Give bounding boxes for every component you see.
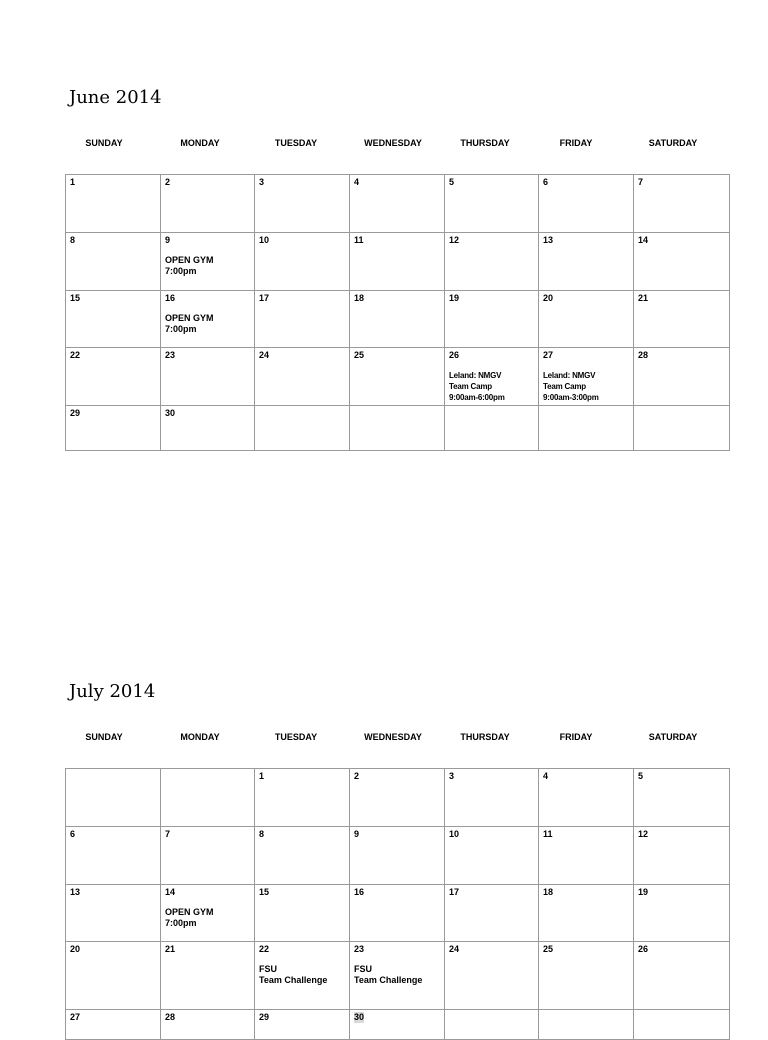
day-cell [66,885,161,942]
day-cell [161,942,255,1010]
day-cell [161,175,255,233]
day-number: 20 [543,293,554,303]
weekday-thursday: THURSDAY [460,138,510,148]
day-number: 19 [449,293,460,303]
day-number: 8 [70,235,76,245]
day-cell [255,885,350,942]
day-cell [66,1010,161,1040]
day-cell [255,942,350,1010]
day-number: 14 [165,887,176,897]
day-cell [445,291,539,348]
july-calendar-grid [65,768,730,1040]
day-number: 12 [638,829,649,839]
day-number: 19 [638,887,649,897]
day-cell [161,406,255,451]
day-cell [350,1010,445,1040]
day-number: 1 [259,771,265,781]
day-cell [634,348,730,406]
day-cell [634,885,730,942]
day-cell [539,348,634,406]
day-number: 27 [70,1012,81,1022]
weekday-wednesday: WEDNESDAY [364,732,422,742]
day-number: 16 [354,887,365,897]
day-cell [255,175,350,233]
day-cell [161,348,255,406]
day-cell [66,769,161,827]
day-number: 11 [543,829,553,839]
day-number: 13 [543,235,554,245]
day-cell [539,233,634,291]
day-cell [445,827,539,885]
day-number: 7 [165,829,171,839]
weekday-wednesday: WEDNESDAY [364,138,422,148]
day-cell [539,942,634,1010]
day-number: 21 [638,293,649,303]
day-number: 22 [259,944,270,954]
weekday-monday: MONDAY [180,138,220,148]
day-cell [66,291,161,348]
day-number: 25 [354,350,365,360]
day-number: 30 [165,408,176,418]
weekday-sunday: SUNDAY [85,138,123,148]
day-number: 18 [354,293,365,303]
day-number: 27 [543,350,554,360]
day-cell [445,233,539,291]
week-row [66,233,730,291]
day-number: 13 [70,887,81,897]
day-number: 26 [449,350,460,360]
day-cell [255,1010,350,1040]
weekday-sunday: SUNDAY [85,732,123,742]
day-number: 28 [638,350,649,360]
day-number: 10 [449,829,460,839]
day-cell [350,406,445,451]
day-number: 14 [638,235,649,245]
june-calendar-grid [65,174,730,451]
day-number: 28 [165,1012,176,1022]
day-cell [350,827,445,885]
day-number: 2 [354,771,360,781]
day-number: 11 [354,235,364,245]
event-text: FSU Team Challenge [354,964,423,985]
week-row [66,942,730,1010]
day-cell [350,885,445,942]
day-number: 24 [449,944,460,954]
weekday-saturday: SATURDAY [648,732,698,742]
weekday-saturday: SATURDAY [648,138,698,148]
day-number: 16 [165,293,176,303]
day-cell [539,885,634,942]
day-number: 26 [638,944,649,954]
day-number: 17 [449,887,460,897]
day-cell [161,769,255,827]
event-text: Leland: NMGV Team Camp 9:00am-3:00pm [543,371,599,402]
event-text: OPEN GYM 7:00pm [165,313,214,334]
day-number: 9 [165,235,171,245]
day-number: 15 [70,293,81,303]
day-cell [634,827,730,885]
day-cell [539,827,634,885]
day-cell [161,885,255,942]
day-cell [445,769,539,827]
day-number: 25 [543,944,554,954]
day-cell [255,291,350,348]
day-cell [539,175,634,233]
weekday-thursday: THURSDAY [460,732,510,742]
day-number: 10 [259,235,270,245]
day-number: 15 [259,887,270,897]
weekday-monday: MONDAY [180,732,220,742]
day-cell [350,233,445,291]
week-row [66,769,730,827]
day-cell [350,291,445,348]
weekday-friday: FRIDAY [559,138,593,148]
week-row [66,291,730,348]
day-number: 9 [354,829,360,839]
weekday-tuesday: TUESDAY [274,732,318,742]
day-cell [161,827,255,885]
day-number: 5 [638,771,644,781]
day-cell [255,769,350,827]
event-text: OPEN GYM 7:00pm [165,255,214,276]
day-number: 3 [259,177,265,187]
day-number: 4 [543,771,549,781]
day-cell [445,348,539,406]
day-number: 3 [449,771,455,781]
day-number: 4 [354,177,360,187]
week-row [66,827,730,885]
day-number: 6 [70,829,76,839]
week-row [66,885,730,942]
day-cell [539,291,634,348]
day-cell [66,827,161,885]
day-cell [161,1010,255,1040]
day-cell [161,291,255,348]
day-cell [539,406,634,451]
june-month-title: June 2014 [69,87,162,108]
day-cell [161,233,255,291]
day-cell [66,348,161,406]
day-cell [445,885,539,942]
july-weekday-header [56,732,729,752]
week-row [66,175,730,233]
day-cell [255,348,350,406]
day-cell [66,406,161,451]
day-cell [66,942,161,1010]
day-cell [634,769,730,827]
day-cell [255,233,350,291]
day-cell [634,1010,730,1040]
day-number: 29 [70,408,81,418]
day-cell [539,1010,634,1040]
day-number: 2 [165,177,171,187]
day-cell [66,175,161,233]
day-number: 1 [70,177,76,187]
day-number: 23 [165,350,176,360]
weekday-tuesday: TUESDAY [274,138,318,148]
day-cell [445,942,539,1010]
day-cell [255,827,350,885]
day-cell [445,406,539,451]
day-cell [66,233,161,291]
day-number: 17 [259,293,270,303]
weekday-friday: FRIDAY [559,732,593,742]
day-cell [255,406,350,451]
june-weekday-header [56,138,729,158]
day-number: 8 [259,829,265,839]
day-cell [350,942,445,1010]
day-number: 12 [449,235,460,245]
day-number: 20 [70,944,81,954]
week-row [66,406,730,451]
day-number: 22 [70,350,81,360]
day-cell [350,348,445,406]
day-number: 23 [354,944,365,954]
day-cell [350,175,445,233]
day-cell [634,406,730,451]
day-number: 29 [259,1012,270,1022]
week-row [66,1010,730,1040]
day-cell [539,769,634,827]
day-cell [350,769,445,827]
day-cell [445,1010,539,1040]
day-number: 30 [354,1012,365,1022]
week-row [66,348,730,406]
day-cell [634,942,730,1010]
july-month-title: July 2014 [69,681,156,702]
day-cell [634,175,730,233]
day-number: 5 [449,177,455,187]
event-text: OPEN GYM 7:00pm [165,907,214,928]
day-number: 18 [543,887,554,897]
day-number: 21 [165,944,176,954]
day-number: 6 [543,177,549,187]
day-number: 24 [259,350,270,360]
day-cell [634,291,730,348]
day-number: 7 [638,177,644,187]
day-cell [445,175,539,233]
event-text: Leland: NMGV Team Camp 9:00am-6:00pm [449,371,505,402]
day-cell [634,233,730,291]
event-text: FSU Team Challenge [259,964,328,985]
